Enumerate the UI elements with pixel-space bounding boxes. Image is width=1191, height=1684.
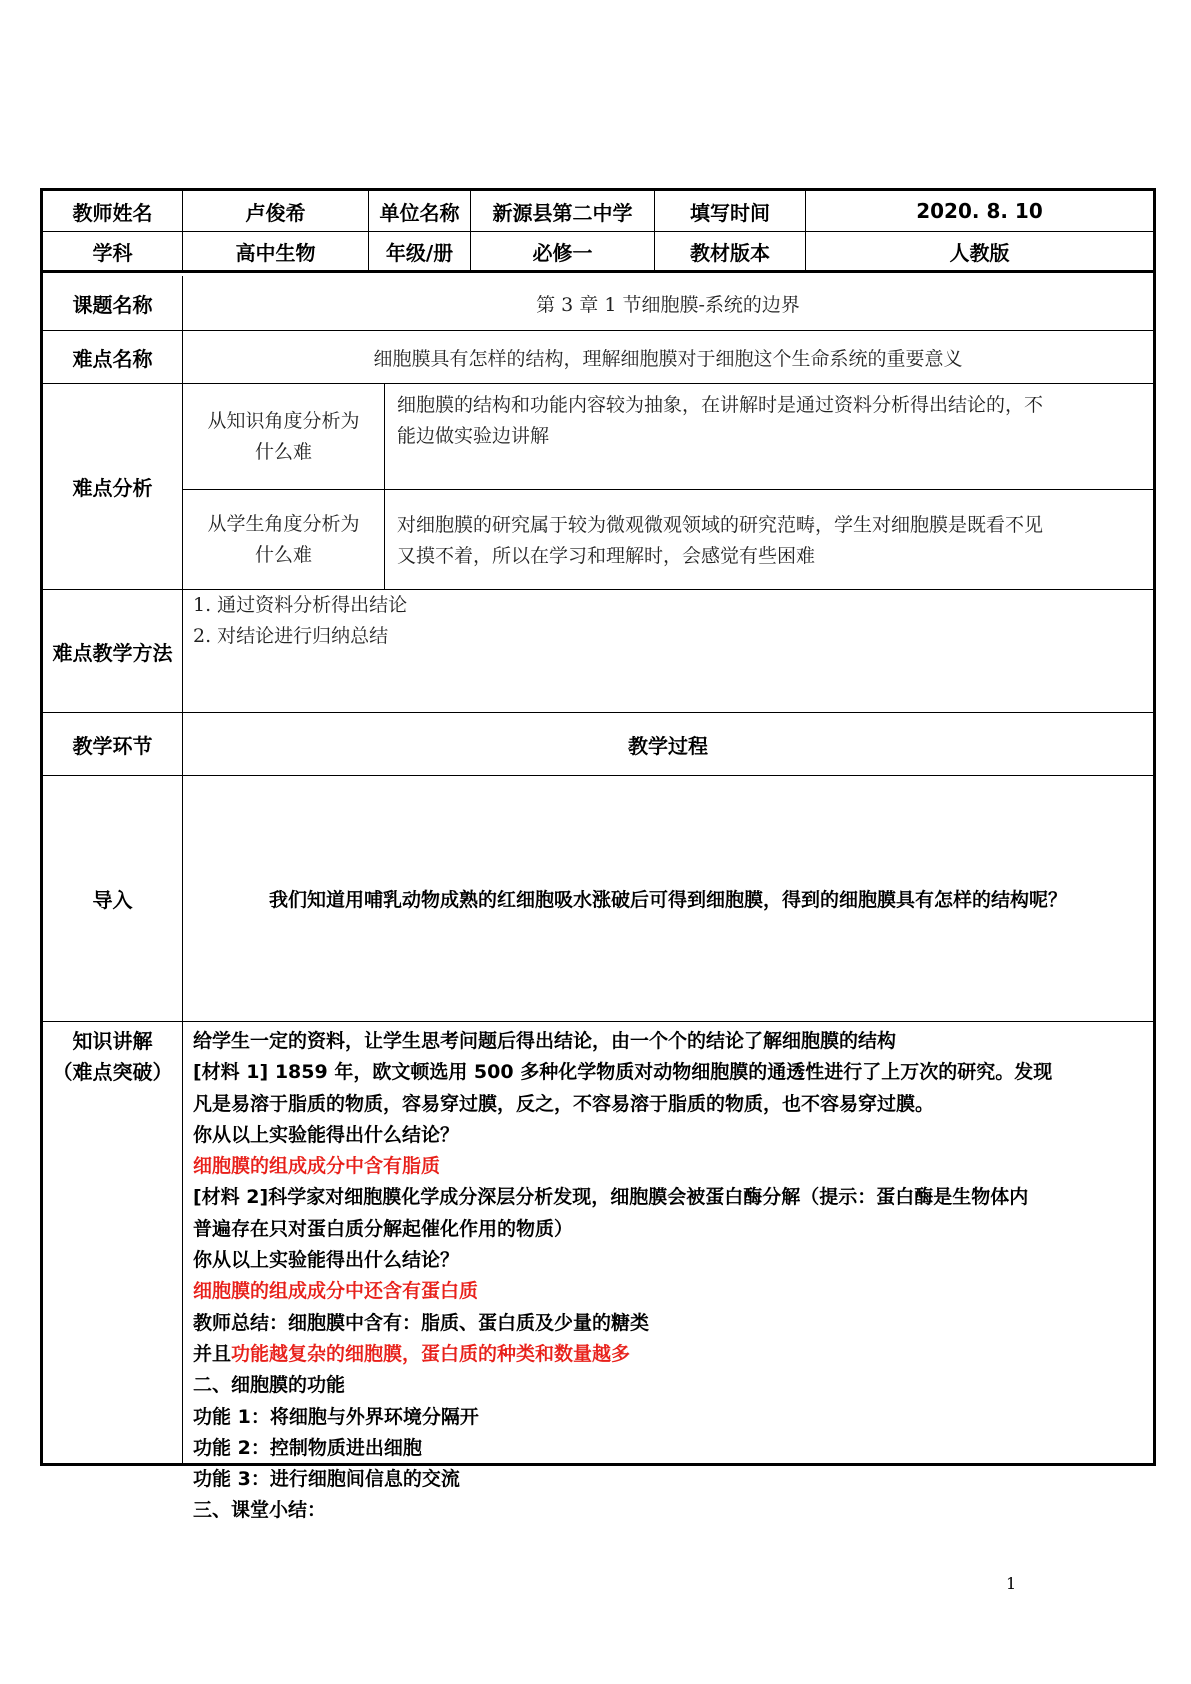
- method-label: 难点教学方法: [43, 590, 183, 713]
- lecture-line: 二、细胞膜的功能: [193, 1374, 346, 1397]
- method-item: 2. 对结论进行归纳总结: [193, 625, 389, 647]
- lecture-conclusion-red: 细胞膜的组成成分中含有脂质: [193, 1155, 441, 1178]
- page-number: 1: [1006, 1574, 1017, 1593]
- edition-value: 人教版: [806, 232, 1153, 273]
- lecture-line: 功能 2：控制物质进出细胞: [193, 1436, 422, 1459]
- lecture-line: 功能 1：将细胞与外界环境分隔开: [193, 1405, 479, 1428]
- knowledge-angle-text-line1: 细胞膜的结构和功能内容较为抽象，在讲解时是通过资料分析得出结论的，不: [397, 394, 1044, 416]
- lecture-line: 功能 3：进行细胞间信息的交流: [193, 1468, 460, 1491]
- lecture-line: 给学生一定的资料，让学生思考问题后得出结论，由一个个的结论了解细胞膜的结构: [193, 1030, 897, 1052]
- lecture-line: [材料 2]科学家对细胞膜化学成分深层分析发现，细胞膜会被蛋白酶分解（提示：蛋白酶是生物体内: [193, 1186, 1029, 1209]
- edition-label: 教材版本: [655, 232, 806, 273]
- lecture-content: [183, 1022, 1153, 1522]
- process-header-label: 教学过程: [183, 713, 1153, 776]
- knowledge-angle-label: [183, 384, 385, 490]
- method-list: [183, 590, 1153, 713]
- student-angle-label-line2: 什么难: [254, 543, 312, 566]
- lecture-label-line1: 知识讲解: [72, 1029, 153, 1053]
- lecture-conclusion-red: 功能越复杂的细胞膜，蛋白质的种类和数量越多: [231, 1342, 631, 1365]
- lesson-plan-table: [40, 188, 1156, 1522]
- student-angle-text: [385, 490, 1153, 590]
- unit-name-value: 新源县第二中学: [471, 191, 655, 232]
- teacher-name-label: 教师姓名: [43, 191, 183, 232]
- knowledge-angle-text-line2: 能边做实验边讲解: [397, 425, 550, 447]
- lecture-line: 教师总结：细胞膜中含有：脂质、蛋白质及少量的糖类: [193, 1311, 650, 1334]
- grade-label: 年级/册: [369, 232, 471, 273]
- subject-value: 高中生物: [183, 232, 369, 273]
- knowledge-angle-label-line1: 从知识角度分析为: [207, 409, 360, 432]
- intro-text: 我们知道用哺乳动物成熟的红细胞吸水涨破后可得到细胞膜，得到的细胞膜具有怎样的结构呢？: [183, 776, 1153, 1022]
- analysis-label: 难点分析: [43, 384, 183, 590]
- lecture-label: [43, 1022, 183, 1463]
- knowledge-angle-text: [385, 384, 1153, 490]
- lecture-conclusion-red: 细胞膜的组成成分中还含有蛋白质: [193, 1280, 479, 1303]
- knowledge-angle-label-line2: 什么难: [254, 440, 312, 463]
- difficulty-value: 细胞膜具有怎样的结构，理解细胞膜对于细胞这个生命系统的重要意义: [183, 331, 1153, 384]
- student-angle-label: [183, 490, 385, 590]
- difficulty-label: 难点名称: [43, 331, 183, 384]
- student-angle-text-line1: 对细胞膜的研究属于较为微观微观领域的研究范畴，学生对细胞膜是既看不见: [397, 514, 1044, 536]
- fill-date-value: 2020. 8. 10: [806, 191, 1153, 232]
- lecture-line: 凡是易溶于脂质的物质，容易穿过膜，反之，不容易溶于脂质的物质，也不容易穿过膜。: [193, 1092, 935, 1115]
- lecture-mixed-line: [193, 1339, 630, 1370]
- lecture-prefix: 并且: [193, 1342, 232, 1365]
- lecture-label-line2: （难点突破）: [52, 1060, 173, 1084]
- topic-value: 第 3 章 1 节细胞膜-系统的边界: [183, 276, 1153, 331]
- method-item: 1. 通过资料分析得出结论: [193, 594, 408, 616]
- grade-value: 必修一: [471, 232, 655, 273]
- lecture-line: 普遍存在只对蛋白质分解起催化作用的物质）: [193, 1217, 574, 1240]
- teacher-name-value: 卢俊希: [183, 191, 369, 232]
- topic-label: 课题名称: [43, 276, 183, 331]
- unit-name-label: 单位名称: [369, 191, 471, 232]
- lecture-line: 你从以上实验能得出什么结论？: [193, 1249, 460, 1272]
- section-header-label: 教学环节: [43, 713, 183, 776]
- lecture-line: 三、课堂小结：: [193, 1499, 327, 1522]
- intro-label: 导入: [43, 776, 183, 1022]
- student-angle-text-line2: 又摸不着，所以在学习和理解时，会感觉有些困难: [397, 545, 816, 567]
- lecture-line: 你从以上实验能得出什么结论？: [193, 1123, 460, 1146]
- student-angle-label-line1: 从学生角度分析为: [207, 512, 360, 535]
- fill-date-label: 填写时间: [655, 191, 806, 232]
- subject-label: 学科: [43, 232, 183, 273]
- lecture-line: [材料 1] 1859 年，欧文顿选用 500 多种化学物质对动物细胞膜的通透性进行了上万次的研究。发现: [193, 1061, 1053, 1084]
